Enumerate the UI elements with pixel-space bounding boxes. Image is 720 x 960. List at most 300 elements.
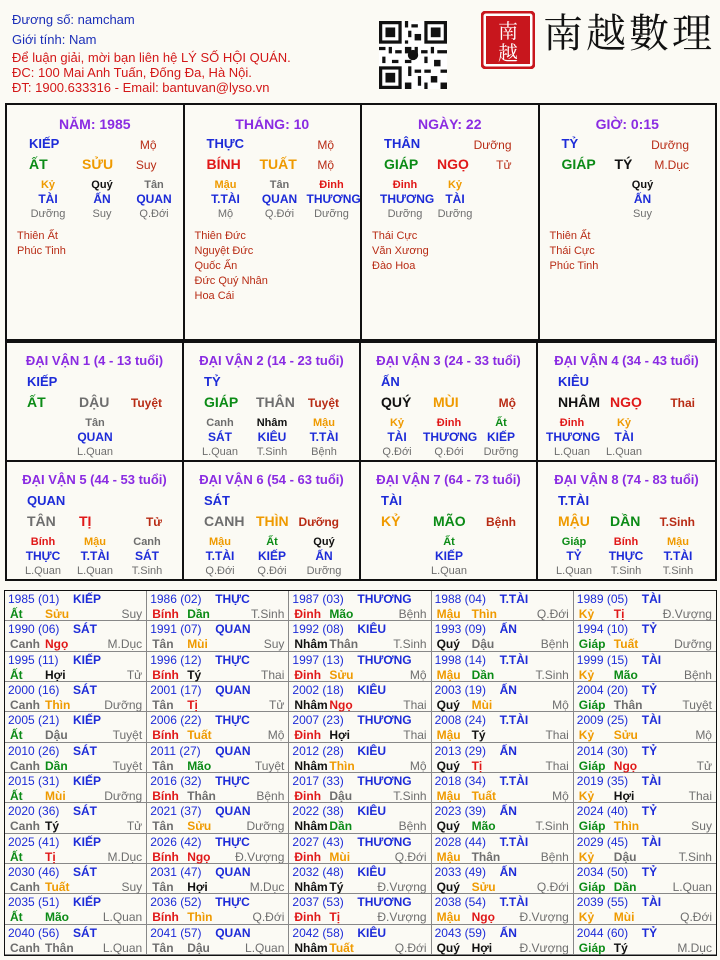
year-chi: Dậu: [45, 728, 68, 743]
dai-van-can: CANH: [204, 513, 245, 529]
year-cell: [289, 773, 431, 803]
qr-code-icon[interactable]: [379, 21, 447, 89]
year-chi: Tý: [45, 819, 60, 834]
year-can: Bính: [152, 789, 179, 803]
year-cell: [5, 894, 147, 924]
year-cell: [432, 591, 574, 621]
year-chi: Thìn: [187, 910, 213, 925]
year-label: 1993 (09): [434, 622, 486, 637]
year-cell: [289, 834, 431, 864]
year-god: THỰC: [215, 713, 250, 728]
year-can: Giáp: [578, 698, 606, 712]
pillar-god-phase: Mộ: [139, 138, 157, 152]
year-label: 1986 (02): [150, 592, 202, 606]
year-can: Canh: [10, 698, 40, 712]
year-chi: Dần: [187, 607, 210, 621]
pillar-god-phase: Dưỡng: [651, 138, 689, 152]
dai-van-phase: Tuyệt: [130, 396, 162, 410]
year-phase: Tuyệt: [254, 758, 285, 773]
year-phase: Tử: [696, 758, 712, 773]
dai-van-god: QUAN: [27, 493, 66, 508]
dai-van-cell-1: [7, 341, 184, 460]
dai-van-hidden-god: KIẾP: [486, 430, 515, 444]
year-label: 2018 (34): [434, 774, 486, 788]
year-chi: Ngọ: [329, 698, 353, 712]
year-cell: [289, 712, 431, 742]
year-label: 2025 (41): [8, 834, 60, 849]
year-chi: Dần: [471, 667, 495, 682]
year-label: 2013 (29): [434, 743, 486, 758]
hidden-god: QUAN: [261, 192, 298, 206]
dai-van-hidden-can: Nhâm: [256, 417, 288, 429]
year-god: ẤN: [499, 925, 517, 940]
hidden-can: Kỷ: [447, 179, 463, 191]
dai-van-title: ĐẠI VẬN 1 (4 - 13 tuổi): [25, 353, 164, 368]
dai-van-cell-7: [361, 460, 538, 579]
dai-van-hidden-phase: L.Quan: [24, 565, 62, 577]
year-chi: Sửu: [45, 607, 70, 621]
year-phase: Mộ: [409, 667, 427, 682]
pillar-star: Thiên Đức: [194, 230, 246, 242]
year-cell: [147, 925, 289, 955]
year-label: 2031 (47): [150, 865, 202, 879]
year-phase: L.Quan: [245, 940, 285, 955]
year-label: 2021 (37): [150, 804, 202, 819]
year-label: 1994 (10): [576, 622, 629, 637]
year-chi: Dậu: [329, 789, 353, 803]
year-god: QUAN: [215, 925, 251, 940]
pillar-title: THÁNG: 10: [235, 116, 310, 132]
year-chi: Mão: [45, 910, 69, 925]
year-cell: [289, 864, 431, 894]
pillar-can: GIÁP: [384, 156, 419, 172]
year-can: Canh: [10, 758, 40, 773]
year-label: 2022 (38): [292, 804, 344, 819]
dai-van-phase: Tử: [145, 515, 162, 529]
year-phase: Bệnh: [683, 667, 712, 682]
year-cell: [147, 773, 289, 803]
year-chi: Tị: [613, 607, 625, 621]
year-can: Ất: [10, 728, 23, 743]
year-chi: Thìn: [45, 698, 71, 712]
dai-van-hidden-god: KIÊU: [257, 430, 287, 444]
dai-van-can: KỶ: [381, 513, 401, 529]
dai-van-chi: NGỌ: [610, 394, 642, 410]
hidden-god: T.TÀI: [211, 192, 240, 206]
year-chi: Tuất: [45, 880, 70, 894]
year-label: 2032 (48): [292, 865, 344, 879]
year-chi: Tuất: [613, 637, 639, 652]
year-can: Kỷ: [578, 607, 595, 621]
pillar-3: [540, 105, 716, 339]
year-cell: [574, 712, 716, 742]
gender-line: [12, 32, 96, 47]
pillar-title: NGÀY: 22: [417, 116, 482, 132]
phone-email-line[interactable]: ĐT: 1900.633316 - Email: bantuvan@lyso.vn: [12, 80, 270, 95]
year-label: 1988 (04): [434, 592, 486, 606]
year-phase: Đ.Vượng: [377, 880, 427, 894]
dai-van-chi: THÂN: [256, 394, 295, 410]
year-phase: Q.Đới: [680, 910, 712, 925]
year-cell: [5, 621, 147, 651]
year-phase: Dưỡng: [104, 698, 143, 712]
year-can: Đinh: [294, 789, 322, 803]
year-phase: Bệnh: [256, 789, 285, 803]
hidden-phase: Q.Đới: [139, 208, 169, 220]
year-god: TỶ: [641, 683, 658, 697]
year-god: SÁT: [73, 622, 97, 637]
year-phase: Tuyệt: [682, 698, 712, 712]
year-can: Canh: [10, 637, 40, 652]
year-phase: Suy: [263, 637, 285, 652]
dai-van-hidden-phase: Dưỡng: [483, 446, 519, 458]
year-phase: T.Sinh: [678, 849, 712, 864]
year-god: TÀI: [641, 895, 662, 910]
year-god: THƯƠNG: [357, 652, 412, 667]
dai-van-chi: THÌN: [256, 513, 289, 529]
dai-van-hidden-phase: L.Quan: [201, 446, 239, 458]
dai-van-hidden-god: THỰC: [608, 549, 644, 563]
dai-van-hidden-god: KIẾP: [434, 549, 463, 563]
hidden-god: ẤN: [93, 192, 111, 206]
year-label: 2014 (30): [576, 743, 629, 758]
year-can: Đinh: [294, 910, 322, 925]
pillar-star: Thiên Ất: [17, 230, 58, 242]
dai-van-hidden-can: Mậu: [84, 536, 106, 548]
pillar-chi: NGỌ: [437, 156, 469, 172]
year-god: ẤN: [499, 865, 517, 879]
pillar-star: Thiên Ất: [549, 230, 591, 242]
year-label: 2003 (19): [434, 683, 486, 697]
hidden-phase: Q.Đới: [264, 208, 295, 220]
hidden-god: ẤN: [633, 192, 652, 206]
year-can: Ất: [10, 789, 23, 803]
year-chi: Mão: [613, 667, 638, 682]
dai-van-hidden-god: T.TÀI: [663, 549, 693, 563]
year-phase: Thai: [545, 728, 569, 743]
dai-van-phase: Tuyệt: [307, 396, 339, 410]
year-god: THƯƠNG: [357, 834, 412, 849]
year-god: KIÊU: [357, 804, 387, 819]
year-cell: [574, 864, 716, 894]
year-god: T.TÀI: [499, 713, 529, 728]
year-label: 1987 (03): [292, 592, 344, 606]
year-god: KIÊU: [357, 865, 387, 879]
year-cell: [147, 864, 289, 894]
year-chi: Ngọ: [613, 758, 638, 773]
dai-van-hidden-phase: T.Sinh: [610, 565, 642, 577]
dai-van-hidden-can: Ất: [266, 536, 278, 548]
year-can: Giáp: [578, 637, 606, 652]
year-label: 1989 (05): [576, 592, 629, 606]
dai-van-chi: DẦN: [610, 513, 641, 529]
year-chi: Thân: [613, 698, 643, 712]
year-label: 2043 (59): [434, 925, 486, 940]
dai-van-hidden-god: ẤN: [315, 549, 333, 563]
dai-van-cell-4: [538, 341, 715, 460]
year-label: 2020 (36): [8, 804, 60, 819]
year-cell: [5, 925, 147, 955]
year-god: THỰC: [215, 895, 250, 910]
year-god: KIẾP: [73, 834, 102, 849]
year-label: 2033 (49): [434, 865, 486, 879]
year-chi: Dần: [45, 758, 68, 773]
dai-van-title: ĐẠI VẬN 7 (64 - 73 tuổi): [376, 472, 521, 487]
seal-char-2: 越: [498, 41, 518, 65]
year-can: Bính: [152, 728, 179, 743]
hidden-phase: Suy: [633, 208, 652, 220]
year-cell: [574, 925, 716, 955]
year-god: KIẾP: [73, 713, 102, 728]
year-phase: Mộ: [552, 698, 569, 712]
pillar-title: GIỜ: 0:15: [595, 116, 659, 132]
year-chi: Tý: [329, 880, 344, 894]
dai-van-hidden-can: Mậu: [209, 536, 231, 548]
year-cell: [5, 591, 147, 621]
year-label: 2028 (44): [434, 834, 486, 849]
year-label: 2009 (25): [576, 713, 629, 728]
year-phase: T.Sinh: [393, 789, 427, 803]
year-can: Ất: [10, 849, 23, 864]
year-phase: Đ.Vượng: [235, 849, 285, 864]
year-cell: [289, 621, 431, 651]
year-label: 2001 (17): [150, 683, 202, 697]
dai-van-hidden-god: KIẾP: [257, 549, 286, 563]
year-god: TỶ: [641, 743, 658, 758]
brand-logo: 南越數理: [543, 11, 715, 57]
year-chi: Dậu: [187, 940, 210, 955]
year-chi: Thìn: [329, 758, 355, 773]
year-phase: Suy: [691, 819, 712, 834]
year-phase: M.Dục: [677, 940, 712, 955]
year-can: Mậu: [436, 728, 461, 743]
dai-van-phase: Bệnh: [486, 515, 516, 529]
year-cell: [432, 894, 574, 924]
year-can: Tân: [152, 758, 174, 773]
year-can: Đinh: [294, 849, 322, 864]
pillar-chi: TÝ: [614, 156, 633, 172]
year-label: 2005 (21): [8, 713, 60, 728]
year-phase: Bệnh: [540, 849, 569, 864]
pillar-star: Văn Xương: [372, 245, 429, 257]
year-cell: [147, 621, 289, 651]
year-god: T.TÀI: [499, 592, 529, 606]
year-chi: Hợi: [45, 667, 66, 682]
hidden-god: THƯƠNG: [306, 192, 361, 206]
year-cell: [574, 894, 716, 924]
year-phase: Dưỡng: [104, 789, 143, 803]
year-god: T.TÀI: [499, 834, 529, 849]
year-can: Giáp: [578, 940, 606, 955]
year-label: 1990 (06): [8, 622, 60, 637]
year-cell: [289, 652, 431, 682]
year-phase: Đ.Vượng: [519, 910, 569, 925]
year-can: Giáp: [578, 819, 606, 834]
year-can: Bính: [152, 910, 179, 925]
hidden-can: Tân: [144, 179, 164, 191]
year-cell: [289, 925, 431, 955]
year-god: THỰC: [215, 774, 250, 788]
year-label: 2029 (45): [576, 834, 629, 849]
hidden-can: Đinh: [392, 179, 418, 191]
year-god: THỰC: [215, 834, 250, 849]
year-god: ẤN: [499, 622, 517, 637]
year-can: Đinh: [294, 667, 322, 682]
year-god: KIẾP: [73, 774, 102, 788]
dai-van-hidden-phase: T.Sinh: [256, 446, 288, 458]
year-cell: [147, 803, 289, 833]
year-label: 2017 (33): [292, 774, 344, 788]
year-cell: [5, 834, 147, 864]
year-can: Bính: [152, 667, 179, 682]
year-label: 2000 (16): [8, 683, 60, 697]
year-cell: [574, 652, 716, 682]
year-chi: Tị: [45, 849, 56, 864]
pillar-can: BÍNH: [206, 156, 241, 172]
year-label: 2026 (42): [150, 834, 202, 849]
dai-van-god: KIẾP: [27, 374, 58, 389]
dai-van-hidden-phase: L.Quan: [76, 565, 114, 577]
year-phase: L.Quan: [672, 880, 712, 894]
pillar-phase: Suy: [135, 158, 157, 172]
year-phase: Mộ: [552, 789, 569, 803]
year-can: Nhâm: [294, 940, 328, 955]
hidden-can: Mậu: [214, 179, 237, 191]
year-chi: Tý: [613, 940, 628, 955]
year-phase: Tuyệt: [112, 728, 143, 743]
year-phase: Thai: [261, 667, 285, 682]
dai-van-hidden-god: SÁT: [135, 549, 159, 563]
year-god: SÁT: [73, 683, 97, 697]
dai-van-title: ĐẠI VẬN 3 (24 - 33 tuổi): [376, 353, 521, 368]
dai-van-god: T.TÀI: [558, 493, 590, 508]
year-label: 2035 (51): [8, 895, 60, 910]
year-god: TỶ: [641, 622, 658, 637]
year-chi: Sửu: [187, 819, 212, 834]
hidden-god: QUAN: [136, 192, 172, 206]
year-phase: L.Quan: [102, 910, 143, 925]
year-god: QUAN: [215, 804, 251, 819]
dai-van-hidden-can: Đinh: [436, 417, 462, 429]
year-god: KIẾP: [73, 652, 102, 667]
year-cell: [574, 834, 716, 864]
year-god: KIÊU: [357, 622, 387, 637]
year-cell: [147, 894, 289, 924]
dai-van-god: TÀI: [381, 493, 402, 508]
year-god: ẤN: [499, 743, 517, 758]
hidden-phase: Dưỡng: [30, 208, 66, 220]
year-chi: Tuất: [471, 789, 497, 803]
year-can: Mậu: [436, 607, 461, 621]
year-label: 2002 (18): [292, 683, 344, 697]
year-can: Đinh: [294, 607, 322, 621]
year-can: Tân: [152, 698, 174, 712]
pillar-can: GIÁP: [561, 156, 596, 172]
dai-van-chi: MÙI: [433, 394, 459, 410]
year-label: 2039 (55): [576, 895, 629, 910]
year-chi: Mùi: [471, 698, 493, 712]
year-cell: [147, 682, 289, 712]
year-cell: [5, 712, 147, 742]
year-cell: [5, 682, 147, 712]
dai-van-hidden-god: THƯƠNG: [423, 430, 478, 444]
pillar-star: Đức Quý Nhân: [194, 275, 268, 287]
year-cell: [432, 682, 574, 712]
dai-van-hidden-phase: L.Quan: [605, 446, 643, 458]
year-phase: Q.Đới: [394, 849, 427, 864]
year-can: Bính: [152, 849, 179, 864]
dai-van-hidden-phase: T.Sinh: [131, 565, 163, 577]
pillar-2: [362, 105, 540, 339]
year-chi: Tuất: [329, 940, 354, 955]
year-label: 2041 (57): [150, 925, 202, 940]
dai-van-hidden-phase: Dưỡng: [306, 565, 342, 577]
year-phase: Bệnh: [398, 819, 427, 834]
year-can: Tân: [152, 880, 174, 894]
year-can: Ất: [10, 910, 23, 925]
year-god: T.TÀI: [499, 895, 529, 910]
year-label: 2023 (39): [434, 804, 486, 819]
year-cell: [147, 591, 289, 621]
dai-van-chi: TỊ: [79, 513, 92, 529]
year-god: THƯƠNG: [357, 713, 412, 728]
pillar-god-phase: Dưỡng: [473, 138, 512, 152]
year-phase: M.Dục: [107, 637, 143, 652]
year-god: KIÊU: [357, 743, 387, 758]
dai-van-hidden-can: Canh: [133, 536, 161, 548]
year-chi: Tị: [329, 910, 341, 925]
year-can: Tân: [152, 637, 174, 652]
year-phase: L.Quan: [102, 940, 143, 955]
dai-van-chi: MÃO: [433, 513, 466, 529]
year-can: Quý: [436, 940, 460, 955]
pillar-1: [185, 105, 363, 339]
dai-van-cell-5: [7, 460, 184, 579]
year-chi: Thân: [471, 849, 501, 864]
year-phase: Đ.Vượng: [377, 910, 427, 925]
dai-van-hidden-god: THỰC: [25, 549, 61, 563]
year-cell: [574, 803, 716, 833]
year-phase: Mộ: [409, 758, 427, 773]
year-label: 2010 (26): [8, 743, 60, 758]
year-label: 1995 (11): [8, 652, 59, 667]
dai-van-hidden-phase: L.Quan: [76, 446, 114, 458]
year-chi: Tị: [187, 698, 198, 712]
year-can: Giáp: [578, 880, 606, 894]
pillar-star: Hoa Cái: [194, 290, 235, 302]
year-can: Quý: [436, 819, 460, 834]
year-god: THỰC: [215, 592, 250, 606]
dai-van-cell-6: [184, 460, 361, 579]
year-phase: Đ.Vượng: [519, 940, 569, 955]
account-label: Đương số:: [12, 12, 75, 27]
year-phase: Tử: [269, 698, 285, 712]
dai-van-hidden-god: T.TÀI: [80, 549, 110, 563]
year-can: Kỷ: [578, 849, 595, 864]
year-phase: Tử: [126, 819, 143, 834]
pillar-god-phase: Mộ: [317, 138, 334, 152]
year-label: 1985 (01): [8, 592, 60, 606]
year-can: Quý: [436, 698, 460, 712]
pillar-star: Thái Cực: [549, 245, 595, 257]
year-phase: Suy: [121, 880, 143, 894]
dai-van-hidden-god: QUAN: [77, 430, 113, 444]
dai-van-hidden-can: Quý: [313, 536, 335, 548]
year-chi: Sửu: [329, 667, 354, 682]
pillar-0: [7, 105, 185, 339]
dai-van-hidden-can: Giáp: [561, 536, 587, 548]
year-can: Giáp: [578, 758, 606, 773]
